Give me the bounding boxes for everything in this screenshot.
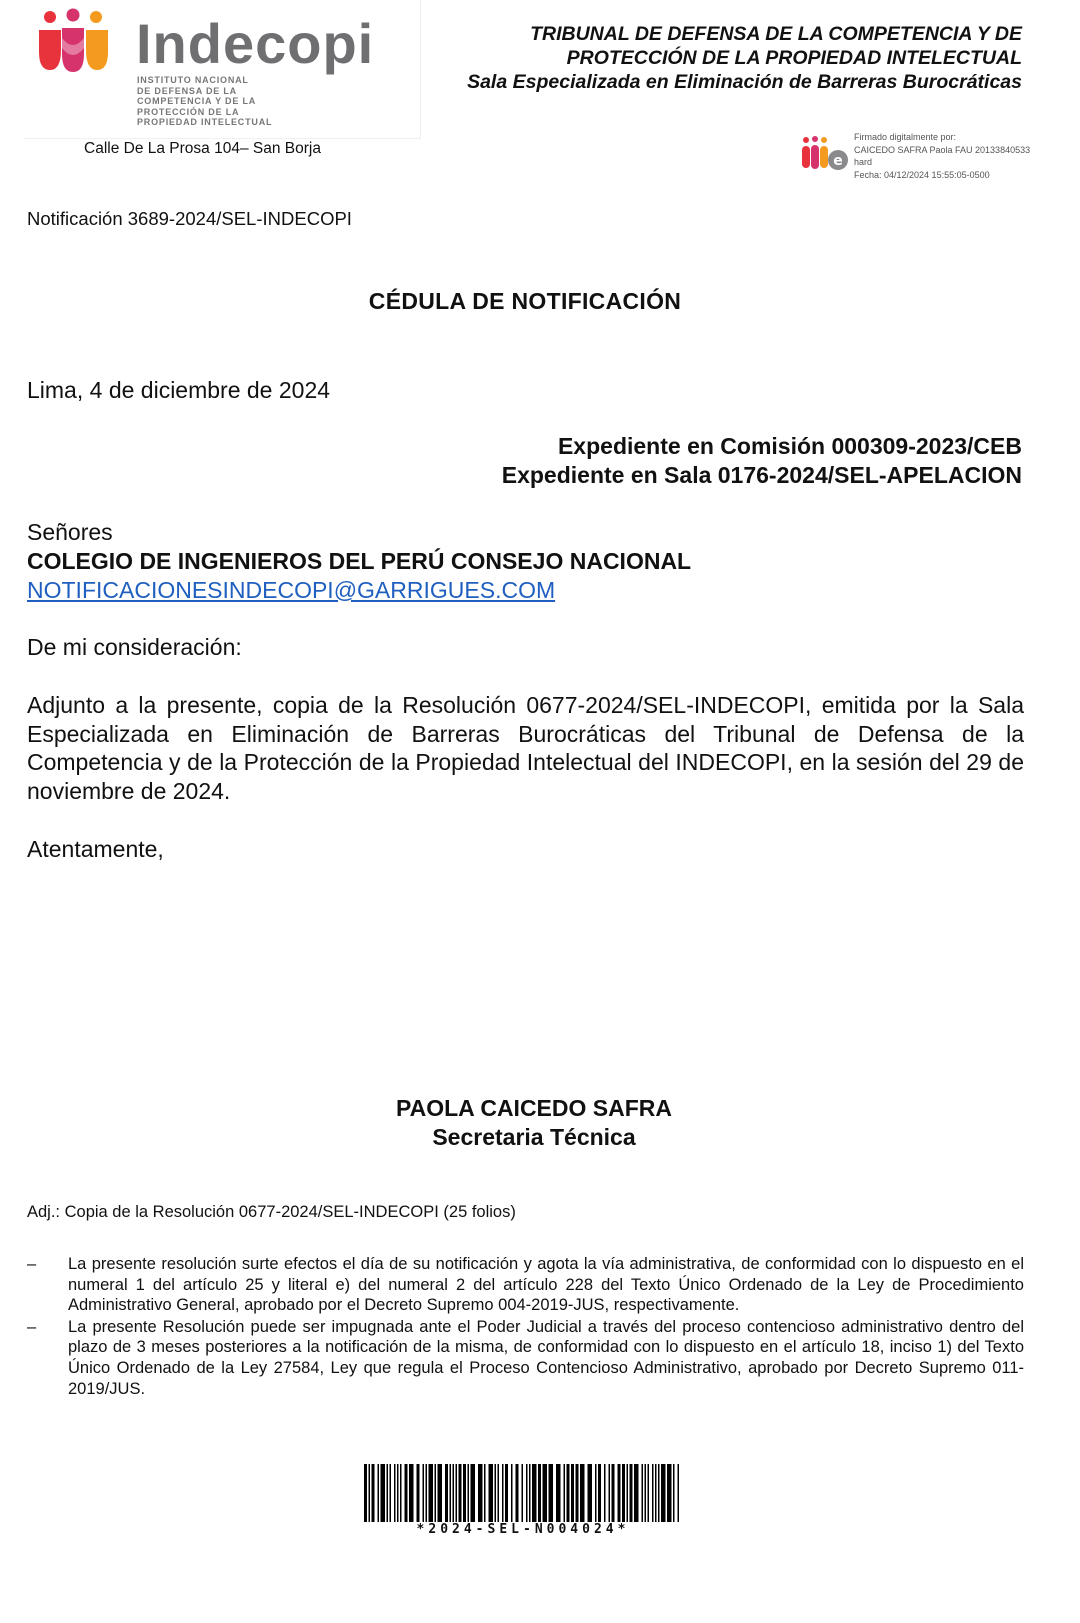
tribunal-header xyxy=(467,22,1022,94)
barcode-bar xyxy=(429,1464,434,1522)
barcode-bar xyxy=(648,1464,650,1522)
logo-subtitle xyxy=(137,75,297,128)
note-text: La presente Resolución puede ser impugnada ante el Poder Judicial a través del proceso contencioso administrativo dentro del plazo de 3 meses posteriores a la notificación de la misma, de conformidad con lo dispuesto en el artículo 18, inciso 1) del Texto Único Ordenado de la Ley 27584, Ley que regula el Proceso Contencioso Administrativo, aprobado por Decreto Supremo 011-2019/JUS. xyxy=(68,1317,1024,1398)
indecopi-logo-icon xyxy=(36,8,112,74)
barcode-bar xyxy=(642,1464,644,1522)
barcode-bar xyxy=(394,1464,396,1522)
barcode-bar xyxy=(580,1464,585,1522)
barcode-bar xyxy=(478,1464,483,1522)
document-title: CÉDULA DE NOTIFICACIÓN xyxy=(368,288,682,314)
tribunal-sala-line: Sala Especializada en Eliminación de Barreras Burocráticas xyxy=(467,71,1022,93)
note-marker: – xyxy=(27,1317,37,1336)
signature-line: CAICEDO SAFRA Paola FAU 20133840533 xyxy=(854,144,1031,155)
barcode-bar xyxy=(658,1464,660,1522)
barcode-bar xyxy=(532,1464,537,1522)
logo-subtitle-line: DE DEFENSA DE LA xyxy=(137,85,237,96)
expediente-sala: Expediente en Sala 0176-2024/SEL-APELACION xyxy=(501,462,1022,488)
recipient-name: COLEGIO DE INGENIEROS DEL PERÚ CONSEJO NACIONAL xyxy=(27,548,692,574)
barcode-bar xyxy=(652,1464,654,1522)
barcode-bar xyxy=(634,1464,639,1522)
barcode-bar xyxy=(604,1464,606,1522)
barcode-bar xyxy=(564,1464,566,1522)
logo-subtitle-line: INSTITUTO NACIONAL xyxy=(137,75,249,85)
barcode-bar xyxy=(667,1464,672,1522)
svg-text:e: e xyxy=(833,153,843,169)
barcode-bar xyxy=(495,1464,497,1522)
barcode-bar xyxy=(489,1464,494,1522)
logo-subtitle-line: COMPETENCIA Y DE LA xyxy=(137,96,257,106)
signature-line: hard xyxy=(854,157,873,167)
barcode-bar xyxy=(400,1464,402,1522)
signature-line: Firmado digitalmente por: xyxy=(854,132,957,142)
barcode-bar xyxy=(381,1464,386,1522)
barcode-bar xyxy=(595,1464,597,1522)
barcode-bar xyxy=(598,1464,601,1522)
barcode-bar xyxy=(571,1464,574,1522)
barcode-bar xyxy=(549,1464,554,1522)
digital-signature-text xyxy=(854,131,1030,181)
barcode-bar xyxy=(459,1464,462,1522)
barcode-bar xyxy=(435,1464,437,1522)
barcode-text: *2024-SEL-N004024* xyxy=(416,1522,630,1537)
logo-subtitle-line: PROTECCIÓN DE LA xyxy=(137,106,240,117)
note-text: La presente resolución surte efectos el día de su notificación y agota la vía administrativa, de conformidad con lo dispuesto en el numeral 1 del artículo 25 y literal e) del numeral 2 del artículo 228 del Texto Único Ordenado de la Ley de Procedimiento Administrativo General, aprobado por el Decreto Supremo 004-2019-JUS, respectivamente. xyxy=(68,1255,1024,1315)
barcode-bar xyxy=(609,1464,611,1522)
logo-subtitle-line: PROPIEDAD INTELECTUAL xyxy=(137,117,273,127)
barcode-bar xyxy=(417,1464,420,1522)
barcode-bar xyxy=(567,1464,570,1522)
barcode-bar xyxy=(397,1464,399,1522)
body-paragraph: Adjunto a la presente, copia de la Resolución 0677-2024/SEL-INDECOPI, emitida por la Sala Especializada en Eliminación de Barreras Burocráticas del Tribunal de Defensa de la Competencia y de la Protección de la Propiedad Intelectual del INDECOPI, en la sesión del 29 de noviembre de 2024. xyxy=(27,692,1024,804)
barcode-bar xyxy=(438,1464,443,1522)
barcode-bar xyxy=(645,1464,647,1522)
barcode-bar xyxy=(484,1464,486,1522)
barcode-bar xyxy=(538,1464,541,1522)
barcode-bar xyxy=(526,1464,528,1522)
barcode-bar xyxy=(673,1464,675,1522)
barcode-bar xyxy=(364,1464,367,1522)
barcode-bar xyxy=(445,1464,448,1522)
salutation: Señores xyxy=(27,519,113,545)
barcode-bar xyxy=(576,1464,579,1522)
tribunal-line: TRIBUNAL DE DEFENSA DE LA COMPETENCIA Y DE xyxy=(530,23,1022,45)
barcode-bar xyxy=(453,1464,455,1522)
barcode-bar xyxy=(471,1464,476,1522)
barcode-bar xyxy=(612,1464,615,1522)
barcode-bar xyxy=(661,1464,666,1522)
barcode-bar xyxy=(423,1464,425,1522)
barcode-bar xyxy=(516,1464,519,1522)
logo-wordmark: Indecopi xyxy=(136,12,375,75)
barcode-bar xyxy=(543,1464,548,1522)
barcode-bar xyxy=(618,1464,621,1522)
barcode-bar xyxy=(463,1464,466,1522)
greeting: De mi consideración: xyxy=(27,634,242,660)
barcode-bar xyxy=(502,1464,504,1522)
barcode-bar xyxy=(390,1464,392,1522)
date-line: Lima, 4 de diciembre de 2024 xyxy=(27,377,331,403)
barcode-bar xyxy=(378,1464,380,1522)
signer-title: Secretaria Técnica xyxy=(432,1124,636,1150)
barcode-bar xyxy=(450,1464,452,1522)
barcode-bar xyxy=(627,1464,629,1522)
signer-name: PAOLA CAICEDO SAFRA xyxy=(396,1095,672,1121)
notification-number: Notificación 3689-2024/SEL-INDECOPI xyxy=(27,208,352,229)
attachment-line: Adj.: Copia de la Resolución 0677-2024/SEL-INDECOPI (25 folios) xyxy=(27,1203,516,1221)
legal-note xyxy=(27,1254,1024,1316)
expediente-comision: Expediente en Comisión 000309-2023/CEB xyxy=(557,433,1022,459)
barcode-bar xyxy=(387,1464,389,1522)
recipient-email-link[interactable]: NOTIFICACIONESINDECOPI@GARRIGUES.COM xyxy=(27,577,556,603)
barcode-bar xyxy=(556,1464,561,1522)
barcode-bar xyxy=(622,1464,625,1522)
legal-note xyxy=(27,1317,1024,1399)
barcode-bar xyxy=(588,1464,593,1522)
barcode-icon xyxy=(364,1464,682,1522)
barcode-bar xyxy=(511,1464,513,1522)
address: Calle De La Prosa 104– San Borja xyxy=(84,140,321,157)
legal-notes xyxy=(27,1254,1024,1400)
barcode-bar xyxy=(426,1464,428,1522)
barcode-bar xyxy=(655,1464,657,1522)
barcode-bar xyxy=(522,1464,524,1522)
barcode-bar xyxy=(369,1464,371,1522)
note-marker: – xyxy=(27,1255,37,1273)
barcode-bar xyxy=(372,1464,375,1522)
closing: Atentamente, xyxy=(27,836,164,862)
recipient-block xyxy=(27,518,691,605)
tribunal-line: PROTECCIÓN DE LA PROPIEDAD INTELECTUAL xyxy=(566,47,1022,69)
signer-block xyxy=(0,1094,1068,1152)
barcode-bar xyxy=(409,1464,414,1522)
barcode-bar xyxy=(468,1464,470,1522)
barcode-bar xyxy=(678,1464,680,1522)
barcode-bar xyxy=(498,1464,500,1522)
barcode-bar xyxy=(630,1464,633,1522)
barcode-bar xyxy=(405,1464,408,1522)
barcode-bar xyxy=(456,1464,458,1522)
barcode-bar xyxy=(529,1464,531,1522)
expediente-block xyxy=(502,432,1022,490)
signature-date-line: Fecha: 04/12/2024 15:55:05-0500 xyxy=(854,169,990,180)
digital-signature-logo-icon xyxy=(800,136,850,174)
barcode-bar xyxy=(505,1464,508,1522)
